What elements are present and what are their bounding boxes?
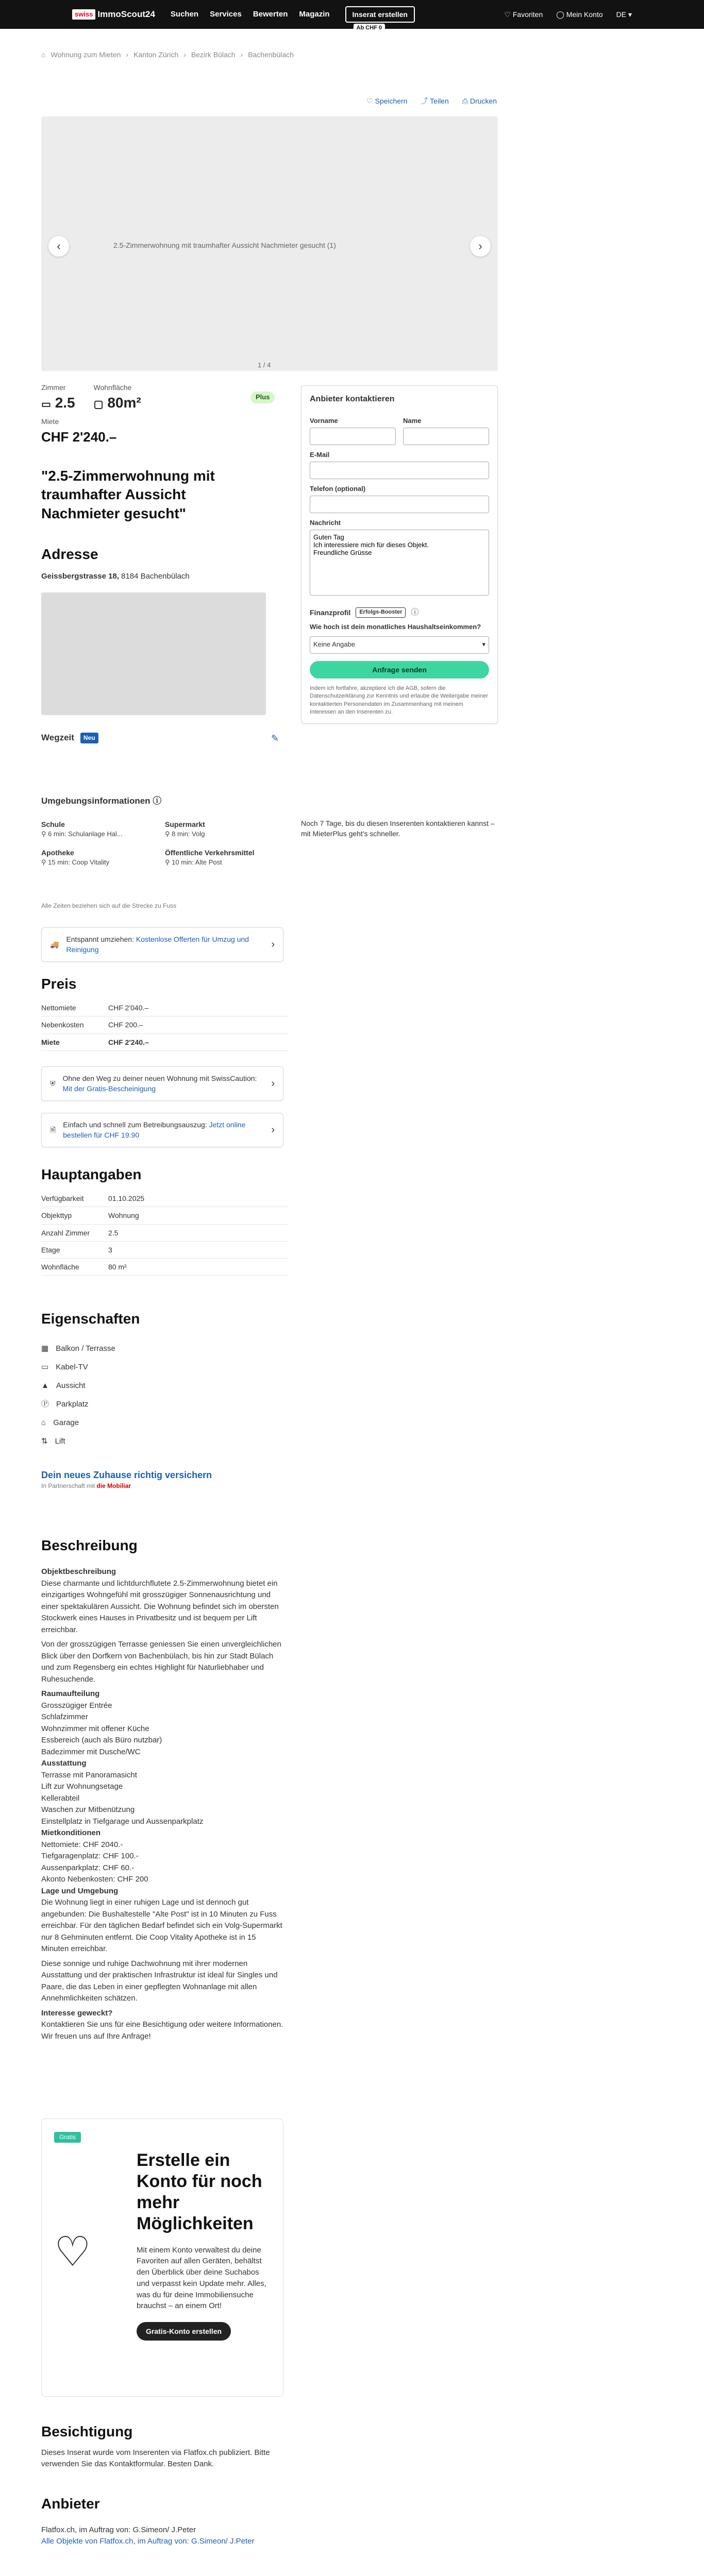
logo-text: ImmoScout24 xyxy=(97,9,155,19)
row-value: 3 xyxy=(108,1245,112,1254)
surrounding-detail xyxy=(41,829,165,839)
description-paragraph: Von der grosszügigen Terrasse geniessen Sie einen unvergleichlichen Blick über den Dorfkern von Bachenbülach, bis hin zur Stadt Bülach und zum Regensberg ein echtes Highlight für Naturliebhaber und Ruhesuchende. xyxy=(41,1640,281,1684)
first-name-field[interactable] xyxy=(310,428,396,445)
address-city: 8184 Bachenbülach xyxy=(121,572,190,581)
insurance-sub xyxy=(41,1482,283,1490)
create-account-button[interactable]: Gratis-Konto erstellen xyxy=(137,2322,231,2341)
heart-icon: ♡ xyxy=(504,10,511,19)
chevron-down-icon: ▾ xyxy=(482,640,485,649)
favorites-link[interactable] xyxy=(504,9,543,20)
surrounding-time: 10 min: Alte Post xyxy=(172,858,222,867)
chevron-right-icon: › xyxy=(478,240,482,253)
create-account-text: Mit einem Konto verwaltest du deine Favoriten auf allen Geräten, behältst den Überblick über deine Suchabos und verpasst kein Update mehr. Alles, was du für deine Immobiliensuche brauchst – an einem Ort! xyxy=(137,2245,266,2311)
chevron-down-icon: ▾ xyxy=(628,10,632,19)
list-item xyxy=(41,1358,115,1377)
property-label: Lift xyxy=(55,1437,65,1446)
provider-heading: Anbieter xyxy=(41,2496,100,2512)
breadcrumb-item[interactable]: Bezirk Bülach xyxy=(191,50,236,59)
printer-icon: ⎙ xyxy=(462,97,468,105)
insert-listing-button[interactable] xyxy=(345,6,415,31)
description-paragraph: Waschen zur Mitbenützung xyxy=(41,1805,135,1814)
lift-icon: ⇅ xyxy=(41,1437,48,1446)
row-label: Verfügbarkeit xyxy=(41,1194,84,1202)
list-item xyxy=(41,1377,115,1395)
last-name-label: Name xyxy=(403,417,422,425)
row-value: Wohnung xyxy=(108,1211,139,1220)
description-paragraph: Wohnzimmer mit offener Küche xyxy=(41,1724,149,1733)
send-request-button[interactable]: Anfrage senden xyxy=(310,661,489,679)
new-badge: Neu xyxy=(80,733,98,743)
legal-text: Indem ich fortfahre, akzeptiere ich die AGB, sofern die Datenschutzerklärung zur Kenntnis und erlaube die Weitergabe meiner kontaktierten Personendaten im Zusammenhang mit meinem Interessen an den Inserenten zu. xyxy=(310,685,488,716)
table-row xyxy=(41,1207,289,1224)
description-paragraph: Akonto Nebenkosten: CHF 200 xyxy=(41,1875,148,1884)
contact-form xyxy=(301,385,498,724)
mieterplus-text: Noch 7 Tage, bis du diesen Inserenten kontaktieren kannst – mit MieterPlus geht's schneller. xyxy=(301,819,495,838)
property-label: Parkplatz xyxy=(56,1400,89,1409)
chevron-left-icon: ‹ xyxy=(57,240,61,253)
table-row xyxy=(41,1034,289,1051)
promo-move-text xyxy=(66,934,264,955)
row-value: 80 m² xyxy=(108,1263,127,1272)
wegzeit-label: Wegzeit xyxy=(41,733,74,742)
gratis-tag: Gratis xyxy=(54,2132,81,2143)
table-row xyxy=(41,1242,289,1259)
print-button[interactable] xyxy=(462,96,497,106)
description-paragraph: Einstellplatz in Tiefgarage und Aussenparkplatz xyxy=(41,1817,204,1826)
list-item xyxy=(41,1414,115,1432)
rent-label: Miete xyxy=(41,417,59,426)
row-value: 01.10.2025 xyxy=(108,1194,145,1202)
rooms-number: 2.5 xyxy=(55,395,75,411)
promo-text: Entspannt umziehen: xyxy=(66,935,134,943)
nav-item-services[interactable]: Services xyxy=(210,10,242,19)
properties-list xyxy=(41,1340,115,1451)
area-label: Wohnfläche xyxy=(93,383,132,392)
surroundings-grid xyxy=(41,819,289,868)
row-value: CHF 2'040.– xyxy=(108,1004,149,1012)
create-account-card xyxy=(41,2119,283,2397)
surrounding-time: 15 min: Coop Vitality xyxy=(48,858,110,867)
rooms-label: Zimmer xyxy=(41,383,66,392)
save-button[interactable] xyxy=(366,96,408,106)
share-icon: ⤴ xyxy=(421,97,428,105)
surroundings-title: Umgebungsinformationen xyxy=(41,796,150,806)
chevron-right-icon: › xyxy=(271,938,275,950)
home-icon[interactable]: ⌂ xyxy=(41,50,46,59)
list-item xyxy=(41,1432,115,1451)
description-paragraph: Lift zur Wohnungsetage xyxy=(41,1782,123,1791)
phone-label: Telefon (optional) xyxy=(310,484,366,493)
area-icon: ▢ xyxy=(93,399,104,411)
table-row xyxy=(41,1225,289,1242)
wegzeit xyxy=(41,732,98,744)
account-label: Mein Konto xyxy=(566,10,603,19)
description-paragraph: Tiefgaragenplatz: CHF 100.- xyxy=(41,1852,139,1860)
main-info-heading: Hauptangaben xyxy=(41,1166,142,1182)
heart-icon: ♡ xyxy=(366,97,373,105)
create-account-title: Erstelle ein Konto für noch mehr Möglichkeiten xyxy=(137,2150,262,2233)
heart-hands-icon: ♡ xyxy=(54,2229,91,2275)
row-value: CHF 200.– xyxy=(108,1021,143,1029)
viewing-text: Dieses Inserat wurde vom Inserenten via Flatfox.ch publiziert. Bitte verwenden Sie das Kontaktformular. Besten Dank. xyxy=(41,2448,270,2468)
description-paragraph: Badezimmer mit Dusche/WC xyxy=(41,1747,141,1756)
first-name-label: Vorname xyxy=(310,417,338,425)
garage-icon: ⌂ xyxy=(41,1418,46,1428)
list-item xyxy=(41,1340,115,1358)
description-subheading: Raumaufteilung xyxy=(41,1689,100,1698)
walk-icon: ⚲ xyxy=(165,858,170,867)
door-icon: ▭ xyxy=(41,399,51,411)
address-heading: Adresse xyxy=(41,546,98,562)
phone-field[interactable] xyxy=(310,496,489,513)
nav-item-suchen[interactable]: Suchen xyxy=(170,10,199,19)
property-label: Aussicht xyxy=(56,1381,86,1391)
partner-text: In Partnerschaft mit xyxy=(41,1482,95,1490)
message-label: Nachricht xyxy=(310,518,341,527)
price-table xyxy=(41,999,289,1051)
surrounding-title: Supermarkt xyxy=(165,820,205,828)
promo-link[interactable]: Mit der Gratis-Bescheinigung xyxy=(62,1084,156,1093)
truck-icon: 🚚 xyxy=(50,940,59,949)
key-facts xyxy=(41,382,141,414)
surrounding-title: Öffentliche Verkehrsmittel xyxy=(165,849,255,857)
finance-profile-title: Finanzprofil xyxy=(310,608,351,617)
surroundings-heading xyxy=(41,795,161,808)
promo-betreibung-text xyxy=(63,1120,264,1141)
surrounding-detail xyxy=(165,829,289,839)
contact-form-heading: Anbieter kontaktieren xyxy=(310,395,395,403)
email-field[interactable] xyxy=(310,462,489,479)
properties-heading: Eigenschaften xyxy=(41,1311,140,1327)
promo-text: Einfach und schnell zum Betreibungsauszug: xyxy=(63,1121,207,1129)
account-link[interactable] xyxy=(556,9,602,20)
table-row xyxy=(41,1016,289,1033)
description-paragraph: Diese charmante und lichtdurchflutete 2.5-Zimmerwohnung bietet ein einzigartiges Wohngefühl mit grosszügiger Sonnenausrichtung und einer spektakulären Aussicht. Die Wohnung befindet sich im obersten Stockwerk eines Hauses in Privatbesitz und ist bequem per Lift erreichbar. xyxy=(41,1579,279,1634)
chevron-right-icon: › xyxy=(271,1077,275,1089)
table-row xyxy=(41,1190,289,1207)
chevron-right-icon: › xyxy=(126,50,129,59)
chevron-right-icon: › xyxy=(240,50,243,59)
table-row xyxy=(41,999,289,1016)
chevron-right-icon: › xyxy=(271,1124,275,1136)
income-select-value: Keine Angabe xyxy=(313,640,355,649)
row-label: Etage xyxy=(41,1245,60,1254)
viewing-heading: Besichtigung xyxy=(41,2424,133,2439)
nav-item-bewerten[interactable]: Bewerten xyxy=(253,10,288,19)
balcony-icon: ▦ xyxy=(41,1344,49,1353)
message-field[interactable] xyxy=(310,530,489,596)
insurance-promo[interactable] xyxy=(41,1468,283,1490)
list-item xyxy=(41,1395,115,1414)
breadcrumb-item[interactable]: Kanton Zürich xyxy=(133,50,179,59)
mountain-icon: ▲ xyxy=(41,1381,49,1391)
area-number: 80m² xyxy=(107,395,141,411)
provider-name: Flatfox.ch, im Auftrag von: G.Simeon/ J.Peter xyxy=(41,2526,196,2534)
listing-title: "2.5-Zimmerwohnung mit traumhafter Aussicht Nachmieter gesucht" xyxy=(41,468,215,521)
surrounding-time: 8 min: Volg xyxy=(172,830,205,838)
description-subheading: Interesse geweckt? xyxy=(41,2008,113,2018)
surrounding-detail xyxy=(165,858,289,868)
surrounding-item xyxy=(41,848,165,868)
area-value xyxy=(94,393,141,414)
document-icon: 🗎 xyxy=(50,1126,56,1134)
row-value: CHF 2'240.– xyxy=(108,1038,149,1046)
promo-link[interactable]: Kostenlose Offerten für Umzug und Reinigung xyxy=(66,935,249,954)
provider-all-listings-link[interactable]: Alle Objekte von Flatfox.ch, im Auftrag von: G.Simeon/ J.Peter xyxy=(41,2536,255,2546)
property-label: Garage xyxy=(53,1418,79,1428)
mieterplus-note xyxy=(301,818,498,839)
main-nav xyxy=(171,9,330,20)
address-street: Geissbergstrasse 18, xyxy=(41,572,119,581)
last-name-field[interactable] xyxy=(403,428,489,445)
breadcrumb-item[interactable]: Bachenbülach xyxy=(248,50,294,59)
save-label: Speichern xyxy=(375,97,408,105)
description-paragraph: Diese sonnige und ruhige Dachwohnung mit ihrer modernen Ausstattung und der praktischen Infrastruktur ist ideal für Singles und Paare, die das Leben in einer gepflegten Wohnanlage mit allen Annehmlichkeiten schätzen. xyxy=(41,1959,278,2003)
tv-icon: ▭ xyxy=(41,1363,49,1372)
description-heading: Beschreibung xyxy=(41,1537,138,1553)
language-label: DE xyxy=(616,10,627,19)
rooms-value xyxy=(41,393,75,414)
description-paragraph: Terrasse mit Panoramasicht xyxy=(41,1770,137,1780)
surrounding-title: Apotheke xyxy=(41,849,74,857)
print-label: Drucken xyxy=(470,97,497,105)
share-button[interactable] xyxy=(421,96,449,106)
map[interactable] xyxy=(41,592,266,715)
gallery-counter: 1 / 4 xyxy=(258,361,271,369)
site-header xyxy=(0,0,704,29)
surrounding-item xyxy=(41,819,165,839)
breadcrumb xyxy=(41,49,294,60)
description-paragraph: Nettomiete: CHF 2040.- xyxy=(41,1840,123,1849)
insert-label: Inserat erstellen xyxy=(352,10,408,19)
description-paragraph: Aussenparkplatz: CHF 60.- xyxy=(41,1863,135,1872)
promo-swisscaution-text xyxy=(63,1073,264,1094)
promo-link[interactable]: Jetzt online bestellen für CHF 19.90 xyxy=(63,1121,246,1140)
main-info-table xyxy=(41,1190,289,1276)
partner-brand: die Mobiliar xyxy=(96,1482,131,1490)
breadcrumb-item[interactable]: Wohnung zum Mieten xyxy=(51,50,121,59)
user-icon: ◯ xyxy=(556,10,564,19)
provider-info xyxy=(41,2524,283,2547)
income-select[interactable] xyxy=(310,636,489,654)
logo[interactable] xyxy=(72,8,155,21)
walk-icon: ⚲ xyxy=(41,858,46,867)
row-label: Objekttyp xyxy=(41,1211,72,1220)
row-label: Nettomiete xyxy=(41,1004,76,1012)
description-subheading: Lage und Umgebung xyxy=(41,1886,119,1895)
language-select[interactable] xyxy=(616,9,632,20)
price-heading: Preis xyxy=(41,976,77,992)
nav-item-magazin[interactable]: Magazin xyxy=(299,10,330,19)
gallery-image-alt: 2.5-Zimmerwohnung mit traumhafter Aussicht Nachmieter gesucht (1) xyxy=(113,241,336,249)
surrounding-item xyxy=(165,819,289,839)
rent-value: CHF 2'240.– xyxy=(41,429,117,445)
description-body xyxy=(41,1566,283,2045)
description-paragraph: Essbereich (auch als Büro nutzbar) xyxy=(41,1736,162,1744)
description-subheading: Ausstattung xyxy=(41,1759,87,1768)
row-value: 2.5 xyxy=(108,1228,119,1237)
walk-icon: ⚲ xyxy=(41,830,46,838)
listing-actions xyxy=(341,96,497,106)
description-paragraph: Schlafzimmer xyxy=(41,1713,88,1721)
share-label: Teilen xyxy=(430,97,449,105)
description-paragraph: Kontaktieren Sie uns für eine Besichtigung oder weitere Informationen. Wir freuen uns auf Ihre Anfrage! xyxy=(41,2020,283,2041)
income-question: Wie hoch ist dein monatliches Haushaltseinkommen? xyxy=(310,623,481,631)
surroundings-note: Alle Zeiten beziehen sich auf die Strecke zu Fuss xyxy=(41,902,177,909)
image-gallery[interactable] xyxy=(41,116,498,371)
table-row xyxy=(41,1259,289,1276)
info-icon[interactable]: ⓘ xyxy=(153,796,162,806)
logo-prefix: swiss xyxy=(72,9,95,20)
promo-move[interactable] xyxy=(41,927,283,962)
insurance-title: Dein neues Zuhause richtig versichern xyxy=(41,1470,212,1480)
parking-icon: Ⓟ xyxy=(41,1400,49,1409)
description-paragraph: Grosszügiger Entrée xyxy=(41,1701,112,1710)
edit-pencil-icon[interactable]: ✎ xyxy=(271,733,279,743)
row-label: Wohnfläche xyxy=(41,1263,79,1272)
description-paragraph: Die Wohnung liegt in einer ruhigen Lage und ist dennoch gut angebunden: Die Bushaltestelle "Alte Post" ist in 10 Minuten zu Fuss erreichbar. Für den täglichen Bedarf befindet sich ein Volg-Supermarkt nur 8 Gehminuten entfernt. Die Coop Vitality Apotheke ist in 15 Minuten erreichbar. xyxy=(41,1898,282,1953)
success-booster-badge: Erfolgs-Booster xyxy=(356,607,406,618)
surrounding-time: 6 min: Schulanlage Hal... xyxy=(48,830,123,838)
row-label: Anzahl Zimmer xyxy=(41,1228,90,1237)
insert-price-badge: Ab CHF 0 xyxy=(354,24,385,33)
surrounding-item xyxy=(165,848,289,868)
description-paragraph: Kellerabteil xyxy=(41,1793,80,1803)
favorites-label: Favoriten xyxy=(512,10,543,19)
info-icon[interactable]: ⓘ xyxy=(411,608,419,617)
surrounding-detail xyxy=(41,858,165,868)
promo-swisscaution[interactable] xyxy=(41,1066,283,1101)
property-label: Balkon / Terrasse xyxy=(56,1344,115,1353)
promo-betreibung[interactable] xyxy=(41,1113,283,1147)
email-label: E-Mail xyxy=(310,451,330,459)
promo-text: Ohne den Weg zu deiner neuen Wohnung mit SwissCaution: xyxy=(62,1074,257,1082)
description-subheading: Objektbeschreibung xyxy=(41,1567,116,1576)
surrounding-title: Schule xyxy=(41,820,65,828)
address xyxy=(41,571,190,582)
row-label: Nebenkosten xyxy=(41,1021,84,1029)
gallery-next-button[interactable] xyxy=(470,236,491,257)
row-label: Miete xyxy=(41,1038,60,1046)
gallery-prev-button[interactable] xyxy=(48,236,69,257)
plus-badge: Plus xyxy=(250,392,275,403)
description-subheading: Mietkonditionen xyxy=(41,1828,100,1837)
walk-icon: ⚲ xyxy=(165,830,170,838)
shield-icon: ⛨ xyxy=(50,1079,56,1088)
property-label: Kabel-TV xyxy=(56,1363,88,1372)
chevron-right-icon: › xyxy=(183,50,186,59)
